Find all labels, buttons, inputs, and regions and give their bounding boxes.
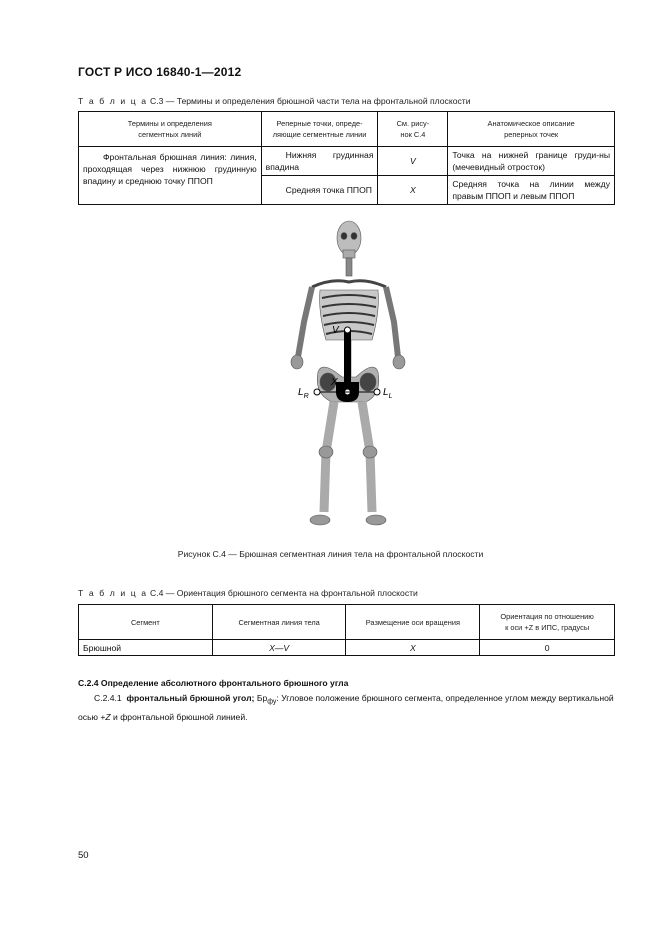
point-lr-marker	[314, 389, 320, 395]
document-header: ГОСТ Р ИСО 16840-1—2012	[78, 65, 242, 79]
header-figure-ref: См. рису- нок С.4	[378, 112, 448, 147]
header-description: Анатомическое описание реперных точек	[448, 112, 615, 147]
header-segment-line: Сегментная линия тела	[212, 605, 346, 640]
terms-table	[78, 111, 615, 205]
angle-cell: 0	[480, 640, 615, 656]
header-segment: Сегмент	[79, 605, 213, 640]
table4-caption: Т а б л и ц а С.4 — Ориентация брюшного сегмента на фронтальной плоскости	[78, 588, 418, 598]
figure-caption: Рисунок С.4 — Брюшная сегментная линия тела на фронтальной плоскости	[177, 549, 484, 559]
segment-line-cell: X—V	[212, 640, 346, 656]
header-orientation: Ориентация по отношению к оси +Z в ИПС, градусы	[480, 605, 615, 640]
table-header-row	[79, 112, 615, 147]
axis-cell: X	[346, 640, 480, 656]
skeleton-figure	[282, 212, 412, 532]
table-header-row	[79, 605, 615, 640]
ref-cell: V	[378, 147, 448, 176]
point-ll-marker	[374, 389, 380, 395]
table3-caption: Т а б л и ц а С.3 — Термины и определения брюшной части тела на фронтальной плоскости	[78, 96, 471, 106]
point-v-marker	[345, 327, 351, 333]
orientation-table	[78, 604, 615, 656]
label-ll: $L_L$	[383, 387, 393, 400]
page-number: 50	[78, 850, 89, 861]
desc-cell: Точка на нижней границе груди-ны (мечевидный отросток)	[448, 147, 615, 176]
label-lr: $L_R$	[298, 387, 309, 400]
header-points: Реперные точки, опреде- ляющие сегментные линии	[261, 112, 378, 147]
point-cell: Нижняя грудинная впадина	[261, 147, 378, 176]
segment-cell: Брюшной	[79, 640, 213, 656]
point-cell: Средняя точка ППОП	[261, 176, 378, 205]
section-heading: С.2.4 Определение абсолютного фронтального брюшного угла	[78, 678, 349, 688]
ref-cell: X	[378, 176, 448, 205]
table-row	[79, 147, 615, 176]
definition-paragraph: С.2.4.1 фронтальный брюшной угол; $Бр_{фу}$: Угловое положение брюшного сегмента, определенное углом между вертикальной осью +Z и фронтальной брюшной линией.	[78, 693, 614, 722]
header-terms: Термины и определения сегментных линий	[79, 112, 262, 147]
header-rotation-axis: Размещение оси вращения	[346, 605, 480, 640]
term-definition: Фронтальная брюшная линия: линия, проходящая через нижнюю грудинную впадину и среднюю точку ППОП	[79, 147, 262, 205]
label-x: X	[331, 377, 338, 388]
label-v: V	[332, 325, 339, 336]
desc-cell: Средняя точка на линии между правым ППОП и левым ППОП	[448, 176, 615, 205]
table-row	[79, 640, 615, 656]
